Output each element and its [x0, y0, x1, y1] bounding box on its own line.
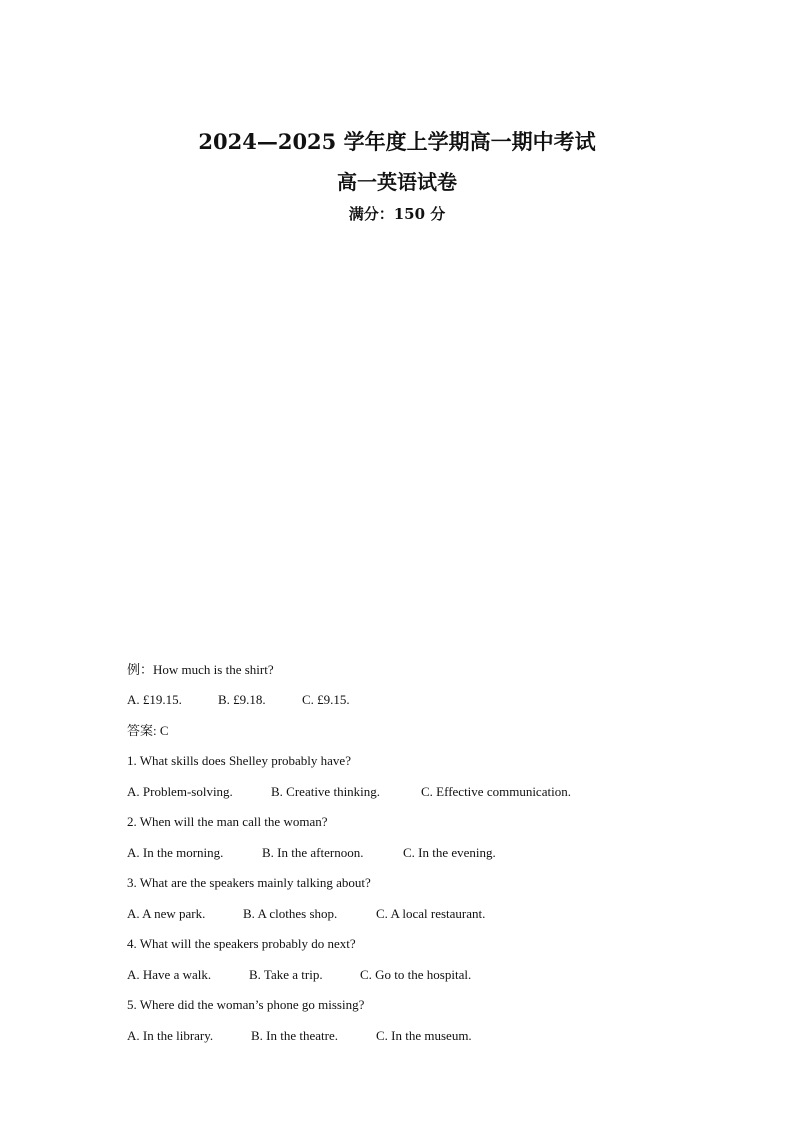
- question-1-option-a: A. Problem-solving.: [127, 784, 233, 799]
- example-option-c: C. £9.15.: [302, 692, 350, 707]
- example-answer: 答案: C: [127, 723, 169, 738]
- question-4-option-a: A. Have a walk.: [127, 967, 212, 982]
- question-3-option-a: A. A new park.: [127, 906, 206, 921]
- question-2-option-c: C. In the evening.: [403, 845, 496, 860]
- question-1-option-b: B. Creative thinking.: [271, 784, 381, 799]
- question-4-option-b: B. Take a trip.: [249, 967, 323, 982]
- question-3-option-c: C. A local restaurant.: [376, 906, 486, 921]
- question-3-options: [127, 905, 485, 923]
- exam-title: 2024—2025 学年度上学期高一期中考试: [198, 129, 596, 154]
- question-1-options: [127, 783, 571, 801]
- full-score: 满分：150 分: [348, 205, 446, 223]
- question-5-option-b: B. In the theatre.: [251, 1028, 338, 1043]
- question-5-option-c: C. In the museum.: [376, 1028, 472, 1043]
- example-option-b: B. £9.18.: [218, 692, 266, 707]
- example-question: 例：How much is the shirt?: [127, 662, 274, 677]
- question-1: 1. What skills does Shelley probably have?: [127, 753, 351, 768]
- question-3: 3. What are the speakers mainly talking about?: [127, 875, 371, 890]
- question-1-option-c: C. Effective communication.: [421, 784, 571, 799]
- question-4: 4. What will the speakers probably do next?: [127, 936, 356, 951]
- question-4-options: [127, 966, 471, 984]
- example-options: [127, 691, 350, 709]
- question-4-option-c: C. Go to the hospital.: [360, 967, 472, 982]
- question-2-option-a: A. In the morning.: [127, 845, 224, 860]
- question-2-option-b: B. In the afternoon.: [262, 845, 364, 860]
- question-2: 2. When will the man call the woman?: [127, 814, 328, 829]
- question-3-option-b: B. A clothes shop.: [243, 906, 338, 921]
- exam-subtitle: 高一英语试卷: [337, 170, 457, 194]
- question-5-option-a: A. In the library.: [127, 1028, 214, 1043]
- question-5: 5. Where did the woman’s phone go missing?: [127, 997, 365, 1012]
- question-5-options: [127, 1027, 472, 1045]
- example-option-a: A. £19.15.: [127, 692, 182, 707]
- question-2-options: [127, 844, 496, 862]
